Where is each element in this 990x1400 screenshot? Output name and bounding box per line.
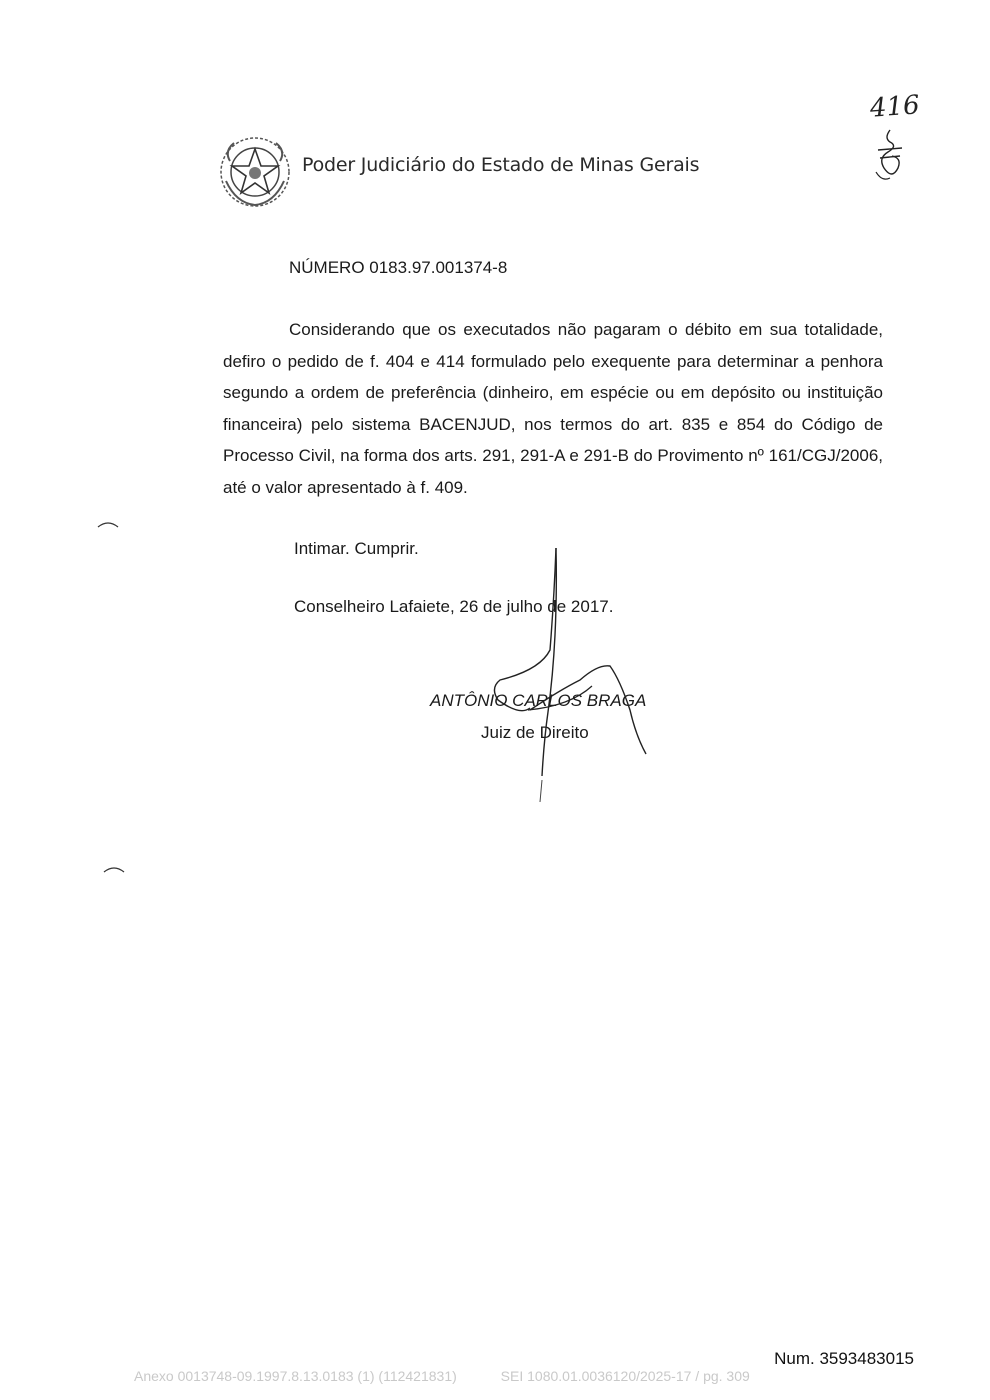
decision-body xyxy=(223,314,883,503)
document-num: Num. 3593483015 xyxy=(774,1349,914,1368)
place-and-date: Conselheiro Lafaiete, 26 de julho de 2017. xyxy=(294,597,614,616)
annex-reference: Anexo 0013748-09.1997.8.13.0183 (1) (112421831) xyxy=(134,1368,457,1384)
institution-header: Poder Judiciário do Estado de Minas Gerais xyxy=(302,154,700,176)
handwritten-signature xyxy=(470,540,660,810)
margin-mark xyxy=(102,864,126,874)
closing-order: Intimar. Cumprir. xyxy=(294,539,419,558)
footer-stamp xyxy=(134,1368,790,1384)
margin-mark xyxy=(96,519,120,529)
decision-paragraph: Considerando que os executados não pagaram o débito em sua totalidade, defiro o pedido de f. 404 e 414 formulado pelo exequente para determinar a penhora segundo a ordem de preferência (dinheiro, em espécie ou em depósito ou instituição financeira) pelo sistema BACENJUD, nos termos do art. 835 e 854 do Código de Processo Civil, na forma dos arts. 291, 291-A e 291-B do Provimento nº 161/CGJ/2006, até o valor apresentado à f. 409. xyxy=(223,320,883,497)
sei-reference: SEI 1080.01.0036120/2025-17 / pg. 309 xyxy=(500,1368,750,1384)
handwritten-rubric xyxy=(870,128,910,183)
judge-name: ANTÔNIO CARLOS BRAGA xyxy=(430,691,647,710)
judge-title: Juiz de Direito xyxy=(481,723,589,742)
state-seal-icon xyxy=(216,133,294,211)
process-number: NÚMERO 0183.97.001374-8 xyxy=(289,258,508,277)
handwritten-page-number: 416 xyxy=(869,90,921,124)
